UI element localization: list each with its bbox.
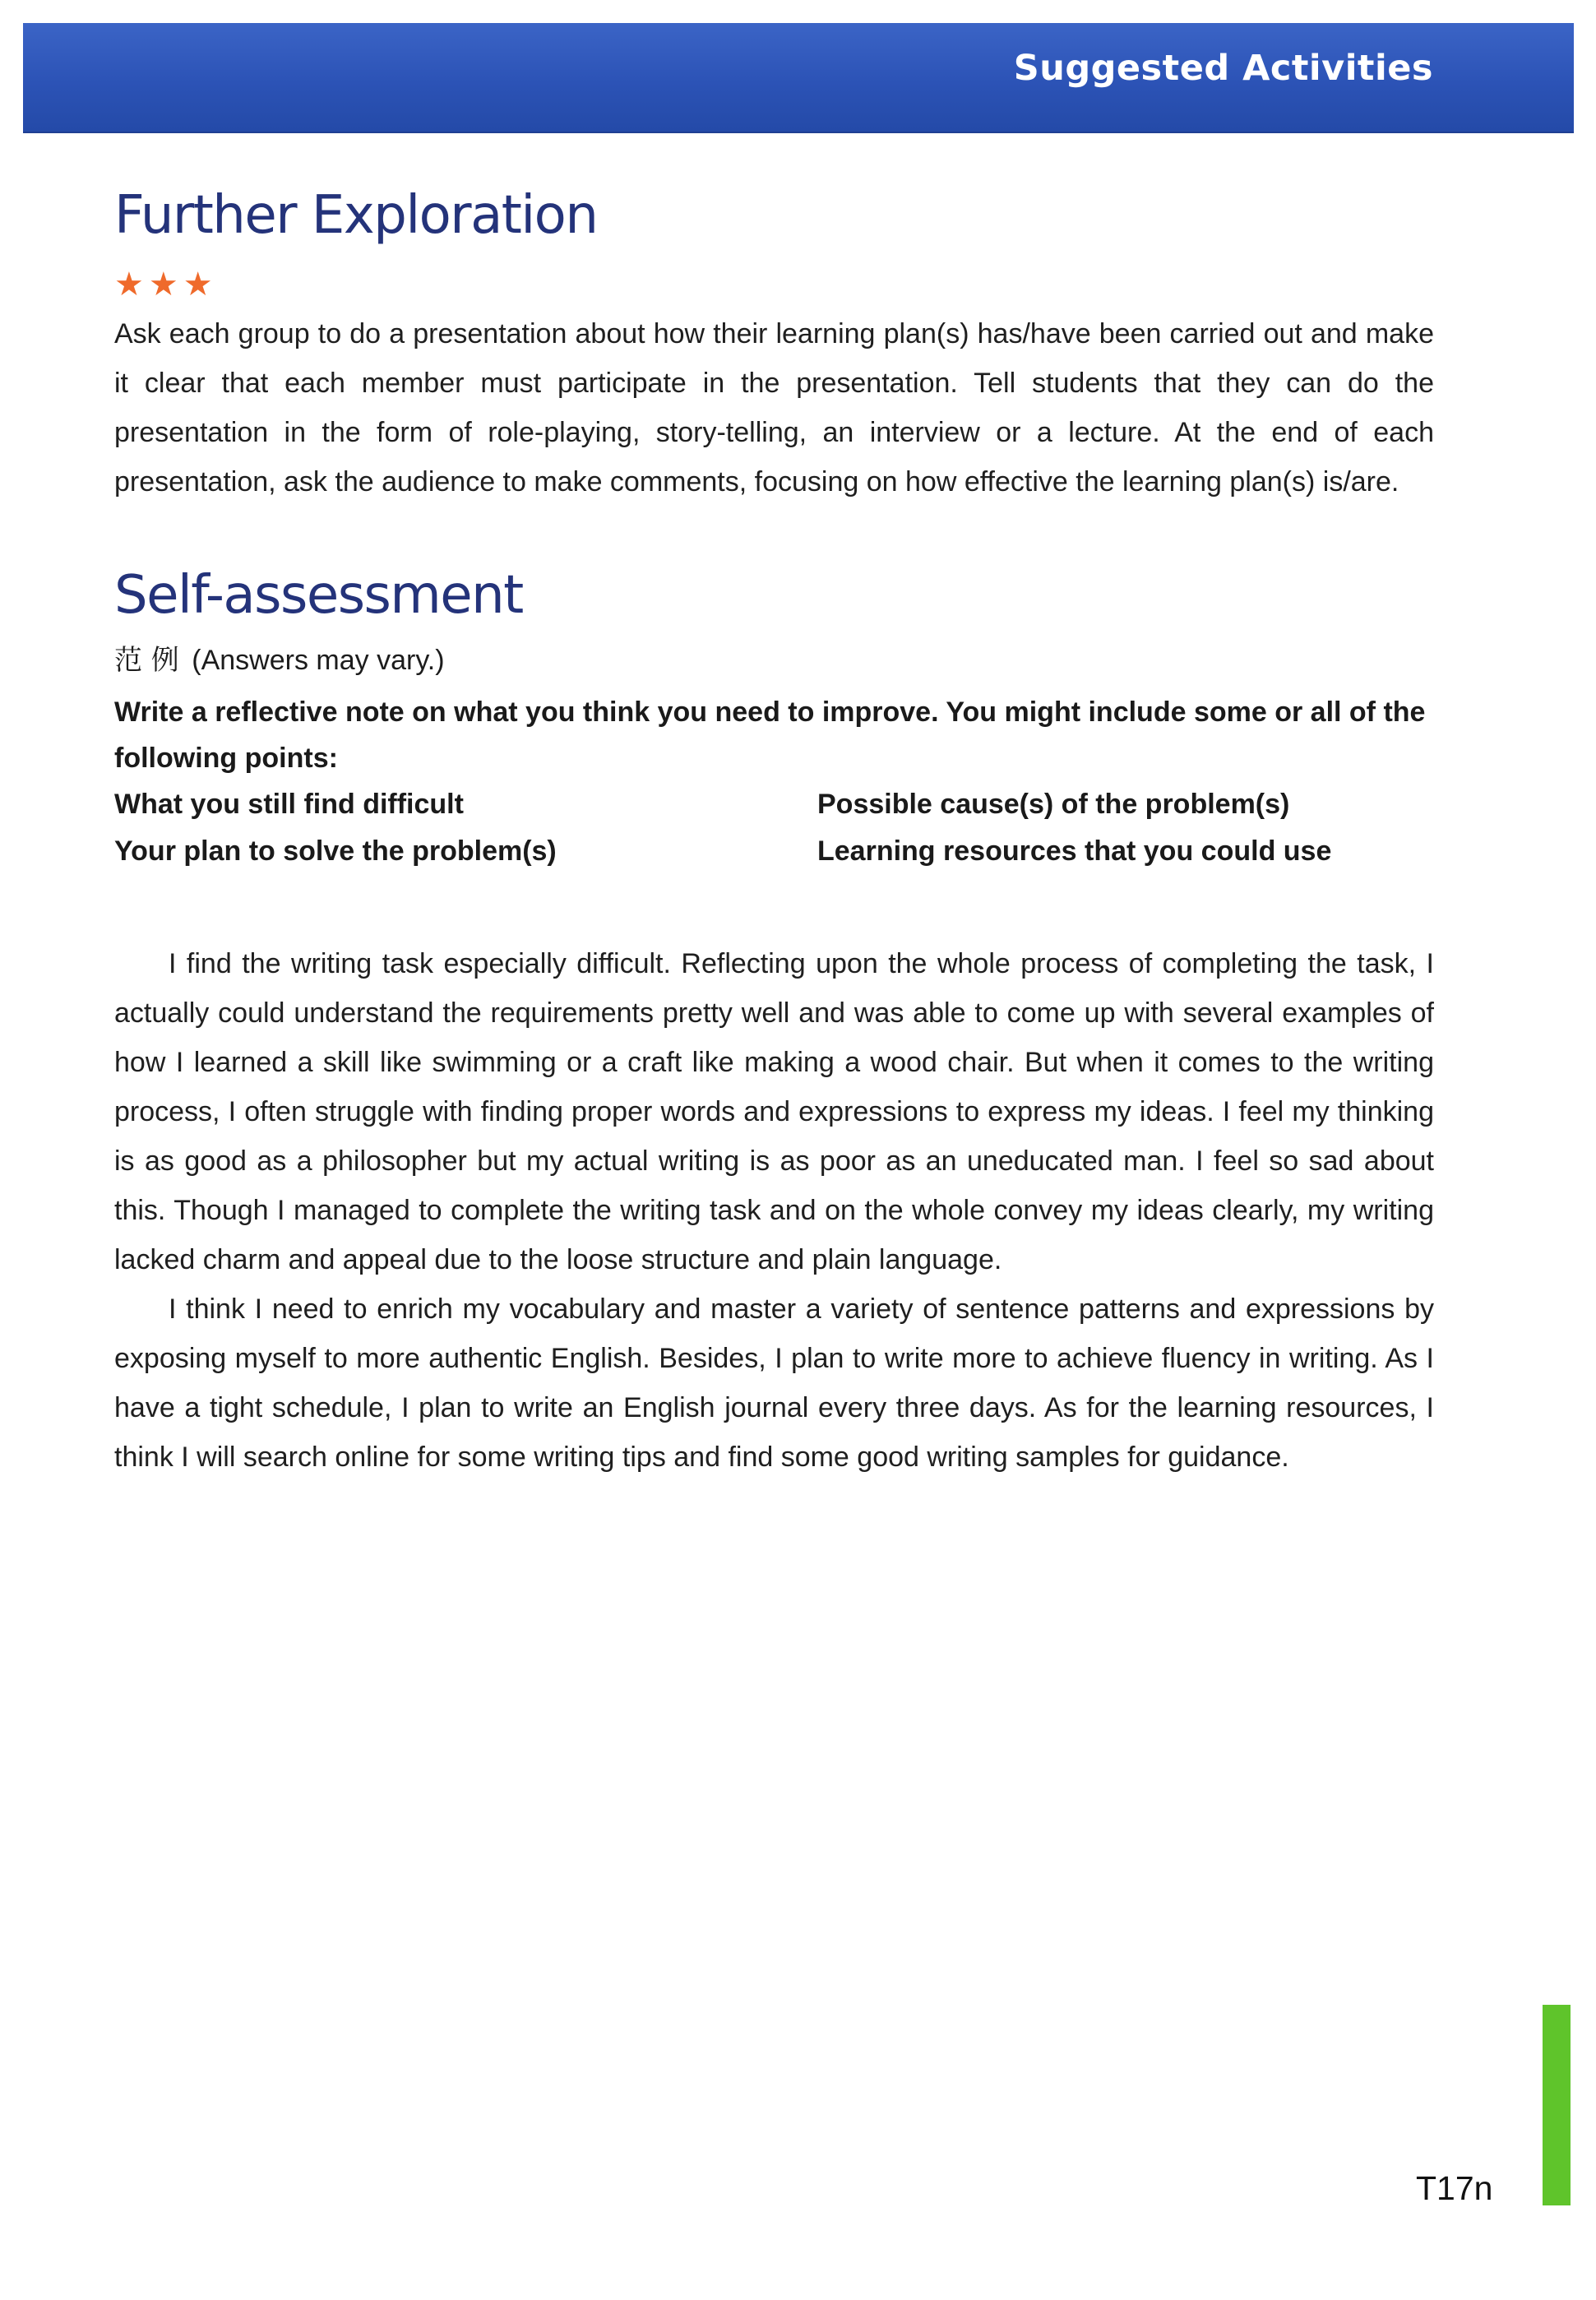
point-item: What you still find difficult (114, 789, 464, 820)
page-content (114, 183, 1434, 1482)
point-item: Your plan to solve the problem(s) (114, 835, 557, 867)
star-icon: ★ (114, 266, 144, 303)
star-icon: ★ (148, 266, 178, 303)
star-icon: ★ (183, 266, 213, 303)
example-note: (Answers may vary.) (192, 645, 445, 676)
essay-paragraph: I think I need to enrich my vocabulary and master a variety of sentence patterns and expressions by exposing myself to more authentic English. Besides, I plan to write more to achieve fluency in writing. As I have a tight schedule, I plan to write an English journal every three days. As for the learning resources, I think I will search online for some writing tips and find some good writing samples for guidance. (114, 1293, 1434, 1473)
further-exploration-heading: Further Exploration (114, 185, 598, 246)
self-assessment-heading: Self-assessment (114, 565, 523, 626)
example-label (114, 640, 1434, 681)
header-title: Suggested Activities (1013, 48, 1433, 89)
reflection-prompt: Write a reflective note on what you think you need to improve. You might include some or all of the following points: (114, 696, 1426, 774)
further-exploration-section (114, 183, 1434, 507)
page-edge-tab (1543, 2005, 1571, 2205)
example-label-cn: 范 例 (114, 644, 179, 677)
sample-essay (114, 939, 1434, 1482)
difficulty-stars (114, 268, 1434, 301)
further-exploration-body: Ask each group to do a presentation about how their learning plan(s) has/have been carried out and make it clear that each member must participate in the presentation. Tell students that they can do the presentation in the form of role-playing, story-telling, an interview or a lecture. At the end of each presentation, ask the audience to make comments, focusing on how effective the learning plan(s) is/are. (114, 318, 1434, 497)
page-number: T17n (1416, 2169, 1493, 2207)
self-assessment-section (114, 562, 1434, 1482)
reflection-points (114, 781, 1434, 875)
point-item: Possible cause(s) of the problem(s) (817, 789, 1290, 820)
point-item: Learning resources that you could use (817, 835, 1332, 867)
essay-paragraph: I find the writing task especially difficult. Reflecting upon the whole process of completing the task, I actually could understand the requirements pretty well and was able to come up with several examples of how I learned a skill like swimming or a craft like making a wood chair. But when it comes to the writing process, I often struggle with finding proper words and expressions to express my ideas. I feel my thinking is as good as a philosopher but my actual writing is as poor as an uneducated man. I feel so sad about this. Though I managed to complete the writing task and on the whole convey my ideas clearly, my writing lacked charm and appeal due to the loose structure and plain language. (114, 948, 1434, 1275)
